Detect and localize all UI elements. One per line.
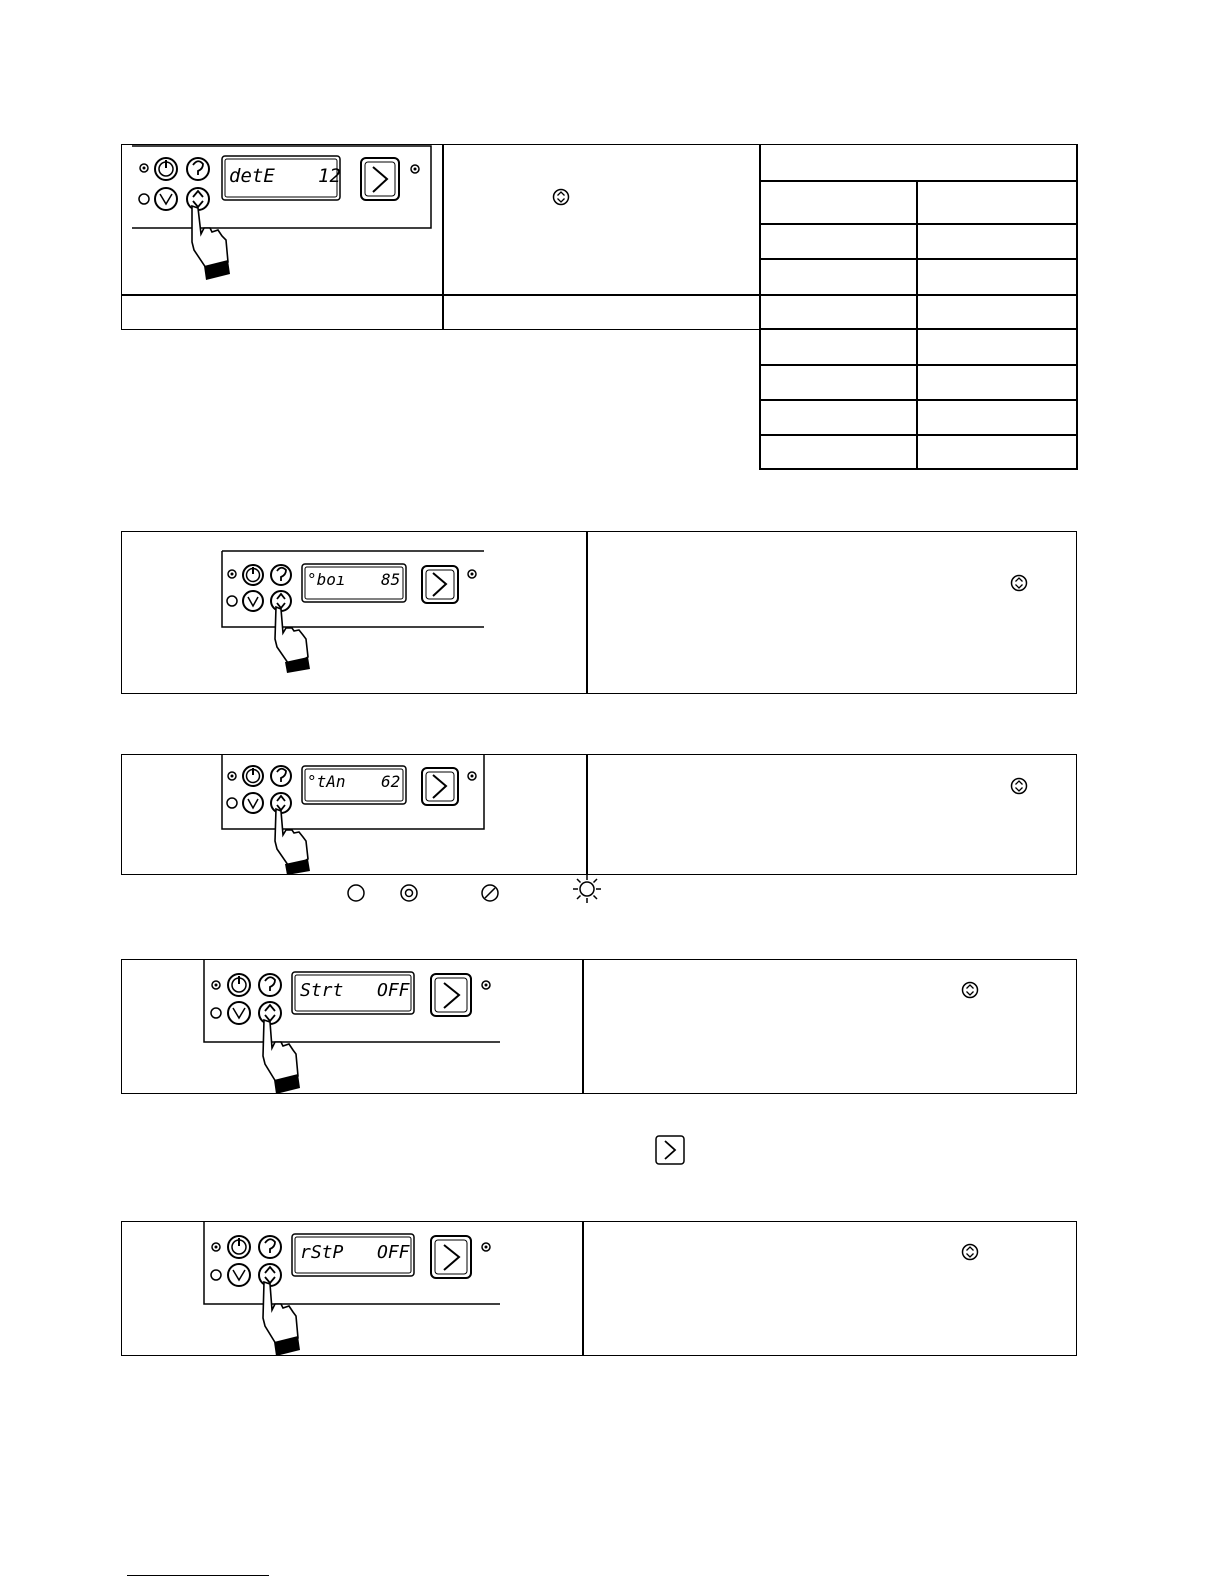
question-icon — [187, 158, 209, 180]
mode-icon — [155, 188, 177, 210]
question-icon — [271, 565, 291, 585]
control-panel — [132, 146, 437, 286]
divider — [586, 531, 588, 694]
chevron-right-icon — [422, 768, 458, 805]
slashed-circle-icon — [481, 884, 499, 902]
sun-icon — [571, 873, 603, 905]
pointing-hand-icon — [192, 206, 230, 280]
divider — [582, 959, 584, 1094]
lcd-label: °tAn — [307, 772, 346, 791]
divider — [759, 144, 761, 470]
divider — [759, 434, 1077, 436]
chevron-right-icon — [431, 1236, 471, 1278]
divider — [916, 180, 918, 470]
question-icon — [259, 1236, 281, 1258]
up-down-arrows-icon — [552, 188, 570, 206]
up-down-arrows-icon — [961, 1243, 979, 1261]
lcd-label: rStP — [300, 1242, 344, 1263]
lcd-label: °boı — [307, 570, 346, 589]
pointing-hand-icon — [275, 809, 310, 875]
footnote-rule — [127, 1575, 269, 1576]
divider — [759, 180, 1077, 182]
divider — [586, 754, 588, 875]
power-icon — [155, 158, 177, 180]
ring-dot-icon — [400, 884, 418, 902]
control-panel — [204, 1222, 504, 1356]
divider — [759, 294, 1077, 296]
power-icon — [228, 974, 250, 996]
pointing-hand-icon — [263, 1020, 300, 1094]
up-down-arrows-icon — [1010, 777, 1028, 795]
chevron-right-icon — [361, 158, 399, 200]
divider — [759, 328, 1077, 330]
divider — [759, 399, 1077, 401]
divider — [759, 258, 1077, 260]
lcd-label: detE — [229, 165, 275, 187]
up-down-arrows-icon — [259, 1002, 281, 1024]
chevron-right-icon — [422, 566, 458, 603]
divider — [759, 223, 1077, 225]
pointing-hand-icon — [275, 607, 310, 673]
lcd-value: 12 — [318, 165, 341, 187]
question-icon — [259, 974, 281, 996]
divider — [442, 144, 444, 330]
mode-icon — [243, 793, 263, 813]
divider — [1076, 144, 1078, 470]
divider — [121, 294, 761, 296]
control-panel — [204, 960, 504, 1094]
mode-icon — [243, 591, 263, 611]
up-down-arrows-icon — [271, 793, 291, 813]
lcd-label: Strt — [300, 980, 344, 1001]
question-icon — [271, 766, 291, 786]
divider — [759, 364, 1077, 366]
lcd-value: 85 — [381, 570, 401, 589]
indicator-led-icon — [139, 194, 149, 204]
power-icon — [228, 1236, 250, 1258]
mode-icon — [228, 1264, 250, 1286]
up-down-arrows-icon — [259, 1264, 281, 1286]
mode-icon — [228, 1002, 250, 1024]
pointing-hand-icon — [263, 1282, 300, 1356]
control-panel — [222, 551, 487, 676]
divider — [582, 1221, 584, 1356]
up-down-arrows-icon — [1010, 574, 1028, 592]
power-icon — [243, 565, 263, 585]
up-down-arrows-icon — [961, 981, 979, 999]
lcd-value: 62 — [381, 772, 401, 791]
chevron-right-icon — [655, 1135, 685, 1165]
lcd-value: OFF — [377, 980, 410, 1001]
chevron-right-icon — [431, 974, 471, 1016]
lcd-value: OFF — [377, 1242, 410, 1263]
up-down-arrows-icon — [271, 591, 291, 611]
power-icon — [243, 766, 263, 786]
up-down-arrows-icon — [187, 188, 209, 210]
control-panel — [222, 755, 487, 875]
divider — [759, 468, 1077, 470]
circle-icon — [347, 884, 365, 902]
